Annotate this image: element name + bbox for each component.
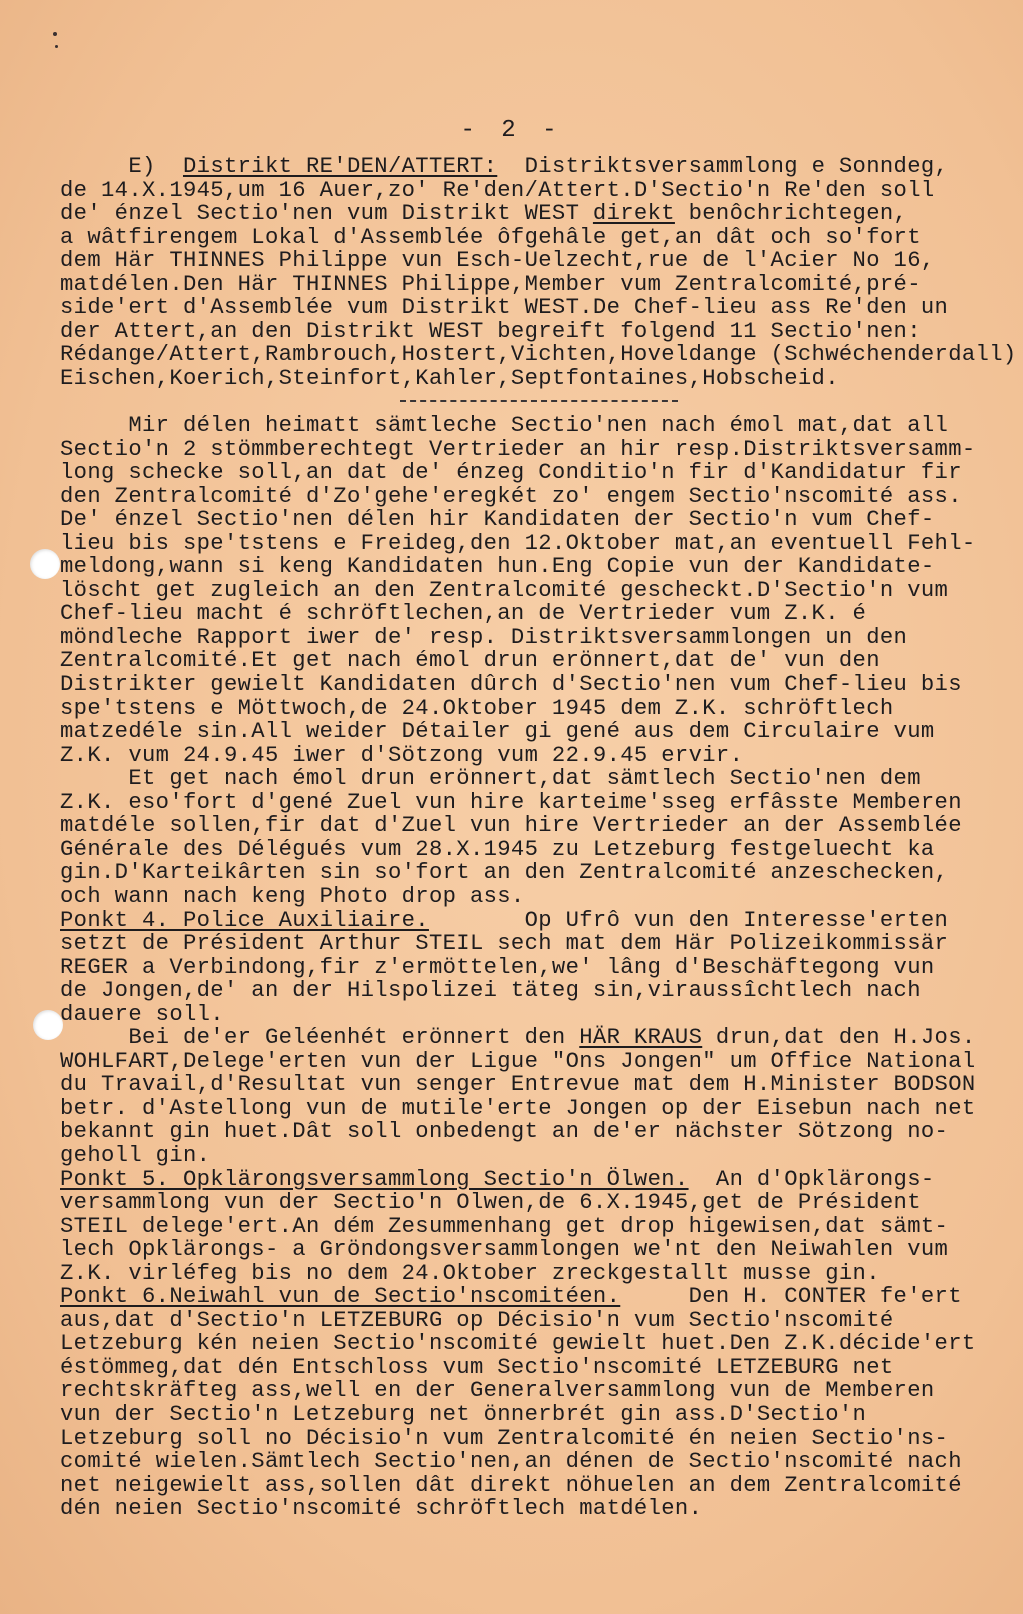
text-line [60,1450,1020,1474]
line-text: vun der Sectio'n Letzeburg net önnerbrét gin ass.D'Sectio'n [60,1401,867,1427]
line-text: dem Här THINNES Philippe vun Esch-Uelzecht,rue de l'Acier No 16, [60,248,935,274]
page-number: - 2 - [460,117,563,144]
line-text: de' énzel Sectio'nen vum Distrikt WEST [60,201,593,227]
text-line [60,1003,1020,1027]
dashed-divider [400,400,678,402]
line-text: de 14.X.1945,um 16 Auer,zo' Re'den/Attert.D'Sectio'n Re'den soll [60,177,935,203]
punch-hole-lower [33,1010,63,1040]
text-line [60,720,1020,744]
text-line [60,555,1020,579]
text-line [60,579,1020,603]
line-text: dauere soll. [60,1001,224,1027]
text-line [60,838,1020,862]
line-text: spe'tstens e Möttwoch,de 24.Oktober 1945 dem Z.K. schröftlech [60,695,894,721]
text-line [60,885,1020,909]
line-text: E) [60,154,183,179]
underlined-heading: Distrikt RE'DEN/ATTERT: [182,154,498,179]
text-line [60,767,1020,791]
line-text: drun,dat den H.Jos. [702,1025,976,1051]
line-text: WOHLFART,Delege'erten vun der Ligue "Ons Jongen" um Office National [60,1048,976,1074]
text-line [60,909,1020,933]
text-line [60,273,1020,297]
line-text: meldong,wann si keng Kandidaten hun.Eng Copie vun der Kandidate- [60,554,935,580]
line-text: gin.D'Karteikârten sin so'fort an den Zentralcomité anzeschecken, [60,860,949,886]
line-text: Et get nach émol drun erönnert,dat sämtlech Sectio'nen dem [60,766,921,792]
text-line [60,1168,1020,1192]
line-text: An d'Opklärongs- [688,1166,935,1192]
line-text: geholl gin. [60,1142,211,1168]
text-line [60,508,1020,532]
line-text: versammlong vun der Sectio'n Olwen,de 6.X.1945,get de Président [60,1190,921,1216]
separator-rule [60,390,1020,414]
underlined-heading: Ponkt 6.Neiwahl vun de Sectio'nscomitéen. [60,1284,621,1310]
text-line [60,1073,1020,1097]
underlined-heading: Ponkt 4. Police Auxiliaire. [60,907,429,933]
line-text: du Travail,d'Resultat vun senger Entrevue mat dem H.Minister BODSON [60,1072,976,1098]
text-line [60,1215,1020,1239]
line-text: Op Ufrô vun den Interesse'erten [428,907,949,933]
text-line [60,296,1020,320]
text-line [60,1474,1020,1498]
ink-speck [53,32,57,36]
text-line [60,1332,1020,1356]
text-line [60,1050,1020,1074]
text-line [60,414,1020,438]
line-text: dén neien Sectio'nscomité schröftlech matdélen. [60,1496,703,1522]
text-line [60,1285,1020,1309]
underlined-heading: Ponkt 5. Opklärongsversammlong Sectio'n Ölwen. [60,1166,689,1192]
line-text: a wâtfirengem Lokal d'Assemblée ôfgehâle get,an dât och so'fort [60,224,921,250]
text-line [60,532,1020,556]
text-line [60,1097,1020,1121]
line-text: Bei de'er Geléenhét erönnert den [60,1025,580,1051]
line-text: matdéle sollen,fir dat d'Zuel vun hire Vertrieder an der Assemblée [60,813,962,839]
text-line [60,461,1020,485]
text-line [60,1120,1020,1144]
text-line [60,1191,1020,1215]
line-text: rechtskräfteg ass,well en der Generalversammlong vun de Memberen [60,1378,935,1404]
line-text: der Attert,an den Distrikt WEST begreift folgend 11 Sectio'nen: [60,318,921,344]
line-text: comité wielen.Sämtlech Sectio'nen,an dénen de Sectio'nscomité nach [60,1449,962,1475]
text-line [60,1379,1020,1403]
text-line [60,485,1020,509]
line-text: Distrikter gewielt Kandidaten dûrch d'Sectio'nen vum Chef-lieu bis [60,672,962,698]
line-text: Z.K. vum 24.9.45 iwer d'Sötzong vum 22.9.45 ervir. [60,742,744,768]
line-text: bekannt gin huet.Dât soll onbedengt an de'er nächster Sötzong no- [60,1119,949,1145]
text-line [60,367,1020,391]
line-text: Générale des Délégués vum 28.X.1945 zu Letzeburg festgeluecht ka [60,836,935,862]
line-text: Distriktsversammlong e Sonndeg, [497,154,949,179]
line-text: matdélen.Den Här THINNES Philippe,Member vum Zentralcomité,pré- [60,271,921,297]
line-text: lieu bis spe'tstens e Freideg,den 12.Oktober mat,an eventuell Fehl- [60,530,976,556]
text-line [60,626,1020,650]
line-text: matzedéle sin.All weider Détailer gi gené aus dem Circulaire vum [60,719,935,745]
line-text: Letzeburg kén neien Sectio'nscomité gewielt huet.Den Z.K.décide'ert [60,1331,976,1357]
line-text: long schecke soll,an dat de' énzeg Conditio'n fir d'Kandidatur fir [60,460,962,486]
line-text: betr. d'Astellong vun de mutile'erte Jongen op der Eisebun nach net [60,1095,976,1121]
line-text: Mir délen heimatt sämtleche Sectio'nen nach émol mat,dat all [60,413,949,439]
text-line [60,179,1020,203]
text-line [60,1497,1020,1521]
line-text: side'ert d'Assemblée vum Distrikt WEST.De Chef-lieu ass Re'den un [60,295,949,321]
underlined-heading: HÄR KRAUS [579,1025,703,1051]
line-text: benôchrichtegen, [674,201,908,227]
line-text: Chef-lieu macht é schröftlechen,an de Vertrieder vum Z.K. é [60,601,867,627]
text-line [60,744,1020,768]
line-text: löscht get zugleich an den Zentralcomité gescheckt.D'Sectio'n vum [60,577,949,603]
line-text: Eischen,Koerich,Steinfort,Kahler,Septfontaines,Hobscheid. [60,365,839,391]
text-line [60,814,1020,838]
line-text: och wann nach keng Photo drop ass. [60,883,525,909]
text-line [60,1262,1020,1286]
text-line [60,602,1020,626]
text-line [60,155,1020,179]
underlined-heading: direkt [592,201,675,227]
text-line [60,673,1020,697]
text-line [60,861,1020,885]
text-line [60,343,1020,367]
text-line [60,1238,1020,1262]
punch-hole-upper [30,549,60,579]
document-body [60,155,1020,1521]
text-line [60,649,1020,673]
text-line [60,1309,1020,1333]
line-text: Z.K. eso'fort d'gené Zuel vun hire karteime'sseg erfâsste Memberen [60,789,962,815]
line-text: Sectio'n 2 stömmberechtegt Vertrieder an hir resp.Distriktsversamm- [60,436,976,462]
line-text: Z.K. virléfeg bis no dem 24.Oktober zreckgestallt musse gin. [60,1260,880,1286]
line-text: aus,dat d'Sectio'n LETZEBURG op Décisio'n vum Sectio'nscomité [60,1307,894,1333]
ink-speck [55,45,58,48]
line-text: STEIL delege'ert.An dém Zesummenhang get drop higewisen,dat sämt- [60,1213,949,1239]
line-text: de Jongen,de' an der Hilspolizei täteg sin,viraussîchtlech nach [60,978,921,1004]
text-line [60,791,1020,815]
line-text: Letzeburg soll no Décisio'n vum Zentralcomité én neien Sectio'ns- [60,1425,949,1451]
text-line [60,932,1020,956]
line-text: lech Opklärongs- a Gröndongsversammlongen we'nt den Neiwahlen vum [60,1237,949,1263]
line-text: éstömmeg,dat dén Entschloss vum Sectio'nscomité LETZEBURG net [60,1354,894,1380]
line-text: Den H. CONTER fe'ert [620,1284,962,1310]
text-line [60,979,1020,1003]
line-text: den Zentralcomité d'Zo'gehe'eregkét zo' engem Sectio'nscomité ass. [60,483,962,509]
text-line [60,1026,1020,1050]
line-text: REGER a Verbindong,fir z'ermöttelen,we' lâng d'Beschäftegong vun [60,954,935,980]
text-line [60,202,1020,226]
line-text: Rédange/Attert,Rambrouch,Hostert,Vichten,Hoveldange (Schwéchenderdall) [60,342,1017,368]
text-line [60,438,1020,462]
text-line [60,1144,1020,1168]
text-line [60,320,1020,344]
text-line [60,1403,1020,1427]
line-text: net neigewielt ass,sollen dât direkt nöhuelen an dem Zentralcomité [60,1472,962,1498]
line-text: möndleche Rapport iwer de' resp. Distriktsversammlongen un den [60,624,908,650]
text-line [60,1356,1020,1380]
text-line [60,956,1020,980]
text-line [60,1427,1020,1451]
line-text: Zentralcomité.Et get nach émol drun erönnert,dat de' vun den [60,648,880,674]
line-text: De' énzel Sectio'nen délen hir Kandidaten der Sectio'n vum Chef- [60,507,935,533]
text-line [60,249,1020,273]
text-line [60,226,1020,250]
text-line [60,697,1020,721]
line-text: setzt de Président Arthur STEIL sech mat dem Här Polizeikommissär [60,931,949,957]
